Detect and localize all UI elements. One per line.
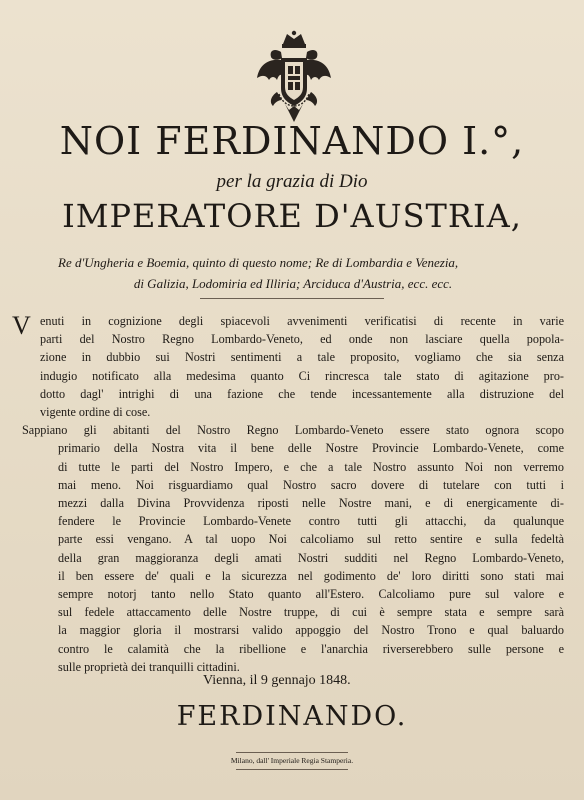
paragraph-1 [22, 312, 564, 421]
imprint-rule-top [236, 752, 348, 753]
printer-imprint: Milano, dall' Imperiale Regia Stamperia. [230, 756, 354, 765]
paragraph-line: indugio notificato alla medesima quanto Ci rincresca tale stato di agitazione pro- [40, 368, 564, 383]
paragraph-line: sul fedele attaccamento delle Nostre truppe, di cui è sempre stata e sempre sarà [58, 605, 564, 620]
paragraph-line: zione in dubbio sui Nostri sentimenti a tale proposito, vogliamo che sia senza [40, 350, 564, 365]
royal-titles-line-1: Re d'Ungheria e Boemia, quinto di questo nome; Re di Lombardia e Venezia, [58, 255, 459, 270]
paragraph-line: della gran maggioranza degli amati Nostri sudditi nel Regno Lombardo-Veneto, [58, 550, 564, 565]
imprint-rule-bottom [236, 769, 348, 770]
paragraph-line: enuti in cognizione degli spiacevoli avvenimenti verificatisi di recente in varie [40, 314, 564, 328]
decree-date: Vienna, il 9 gennajo 1848. [203, 673, 351, 688]
paragraph-line: la maggior gloria il mostrarsi valido appoggio del Nostro Trono e qual baluardo [58, 623, 564, 638]
paragraph-line: il ben essere de' quali e la sicurezza nel godimento de' loro diritti sono stati mai [58, 568, 564, 583]
paragraph-line: vigente ordine di cose. [40, 405, 151, 420]
paragraph-line: Sappiano gli abitanti del Nostro Regno Lombardo-Veneto essere stato ognora scopo [22, 423, 564, 438]
imperial-double-eagle-crest-icon [255, 30, 333, 128]
paragraph-line: primario della Nostra vita il bene delle Nostre Provincie Lombardo-Venete, come [58, 441, 564, 456]
header-divider [200, 298, 384, 299]
paragraph-line: mai meno. Noi risguardiamo qual Nostro sacro dovere di tutelare con tutti i [58, 477, 564, 492]
signature: FERDINANDO. [176, 701, 408, 732]
royal-titles-line-2: di Galizia, Lodomiria ed Illiria; Arciduca d'Austria, ecc. ecc. [133, 276, 453, 291]
paragraph-line: parti del Nostro Regno Lombardo-Veneto, ed onde non lasciare quella popola- [40, 332, 564, 347]
paragraph-line: parte essi vengano. A tal uopo Noi calcoliamo sul retto sentire e sulla fedeltà [58, 532, 564, 547]
grace-subtitle: per la grazia di Dio [216, 171, 368, 192]
paragraph-line: mezzi dalla Divina Provvidenza riposti nelle Nostre mani, e di energicamente di- [58, 496, 564, 511]
paragraph-line: contro le calamità che la ribellione e l'anarchia riverserebbero sulle persone e [58, 641, 564, 656]
paragraph-line: di tutte le parti del Nostro Impero, e che a tale Nostro assunto Noi non verremo [58, 459, 564, 474]
paragraph-2 [22, 421, 564, 676]
royal-titles [58, 252, 528, 294]
emperor-title: IMPERATORE D'AUSTRIA, [62, 197, 522, 235]
drop-capital: V [12, 311, 31, 340]
decree-title: NOI FERDINANDO I.°, [59, 119, 525, 163]
paragraph-line: sulle proprietà dei tranquilli cittadini. [58, 659, 240, 674]
paragraph-line: sempre notorj tanto nello Stato quanto all'Estero. Calcoliamo pure sul valore e [58, 587, 564, 602]
paragraph-line: fendere le Provincie Lombardo-Venete contro tutti gli attacchi, da qualunque [58, 514, 564, 529]
proclamation-body [22, 312, 564, 676]
paragraph-line: dotto dagl' intrighi di una fazione che tende incessantemente alla distruzione del [40, 386, 564, 401]
